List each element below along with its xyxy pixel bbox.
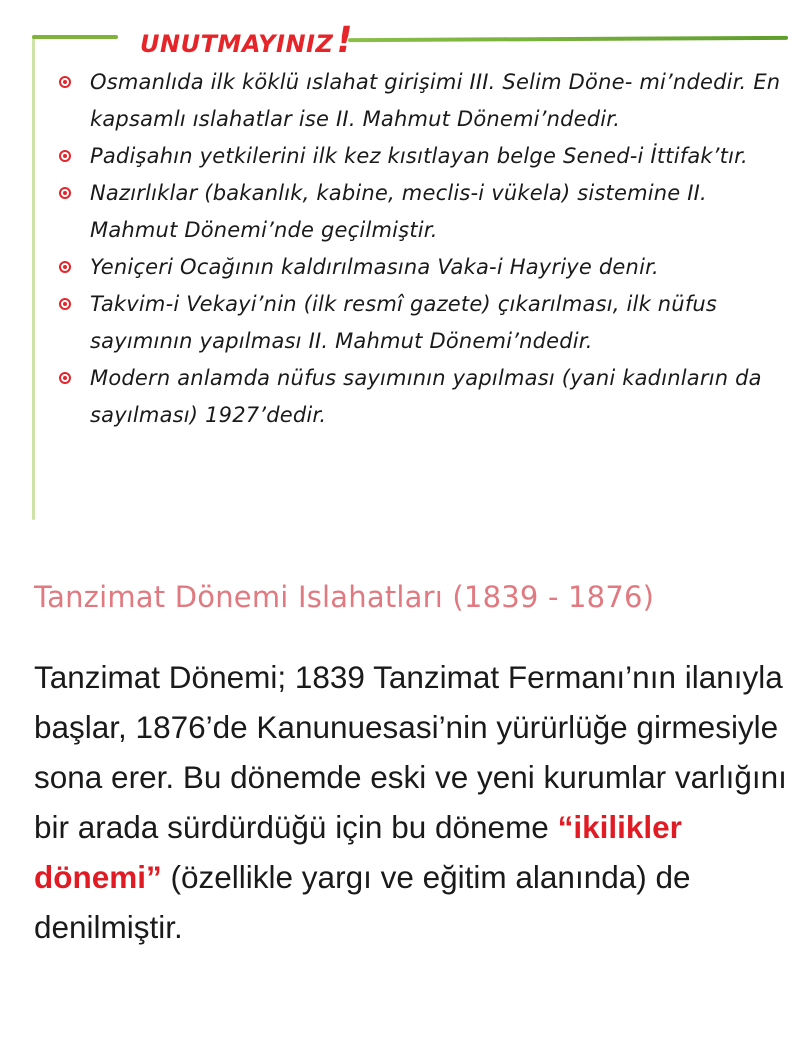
reminder-list	[54, 64, 784, 434]
reminder-box	[32, 20, 792, 520]
list-item	[54, 360, 784, 434]
bullet-icon	[59, 298, 71, 310]
bullet-icon	[59, 150, 71, 162]
box-left-border	[32, 36, 35, 520]
list-item-text: Takvim-i Vekayi’nin (ilk resmî gazete) çıkarılması, ilk nüfus sayımının yapılması II. Mahmut Dönemi’ndedir.	[90, 292, 718, 353]
bullet-icon	[59, 76, 71, 88]
bullet-icon	[59, 187, 71, 199]
paragraph-text-end: (özellikle yargı ve eğitim alanında) de denilmiştir.	[34, 859, 691, 945]
section-paragraph	[34, 652, 800, 952]
list-item	[54, 175, 784, 249]
list-item	[54, 249, 784, 286]
list-item	[54, 64, 784, 138]
section-title: Tanzimat Dönemi Islahatları (1839 - 1876)	[34, 580, 655, 614]
list-item-text: Nazırlıklar (bakanlık, kabine, meclis-i vükela) sistemine II. Mahmut Dönemi’nde geçilmiştir.	[90, 181, 707, 242]
bullet-icon	[59, 261, 71, 273]
highlighted-term: “ikilikler dönemi”	[34, 809, 682, 895]
list-item-text: Osmanlıda ilk köklü ıslahat girişimi III. Selim Döne- mi’ndedir. En kapsamlı ıslahatlar ise II. Mahmut Dönemi’ndedir.	[90, 70, 781, 131]
list-item-text: Padişahın yetkilerini ilk kez kısıtlayan belge Sened-i İttifak’tır.	[90, 144, 748, 168]
box-top-border-right	[348, 36, 788, 42]
reminder-title-text: UNUTMAYINIZ	[140, 30, 334, 58]
exclamation-icon: !	[332, 20, 357, 61]
bullet-icon	[59, 372, 71, 384]
box-top-border-left	[32, 35, 118, 39]
list-item-text: Modern anlamda nüfus sayımının yapılması (yani kadınların da sayılması) 1927’dedir.	[90, 366, 762, 427]
list-item	[54, 286, 784, 360]
reminder-title	[140, 20, 357, 61]
list-item	[54, 138, 784, 175]
paragraph-text-start: Tanzimat Dönemi; 1839 Tanzimat Fermanı’nın ilanıyla başlar, 1876’de Kanunuesasi’nin yürürlüğe girmesiyle sona erer. Bu dönemde eski ve yeni kurumlar varlığını bir arada sürdürdüğü için bu döneme	[34, 659, 787, 845]
list-item-text: Yeniçeri Ocağının kaldırılmasına Vaka-i Hayriye denir.	[90, 255, 659, 279]
